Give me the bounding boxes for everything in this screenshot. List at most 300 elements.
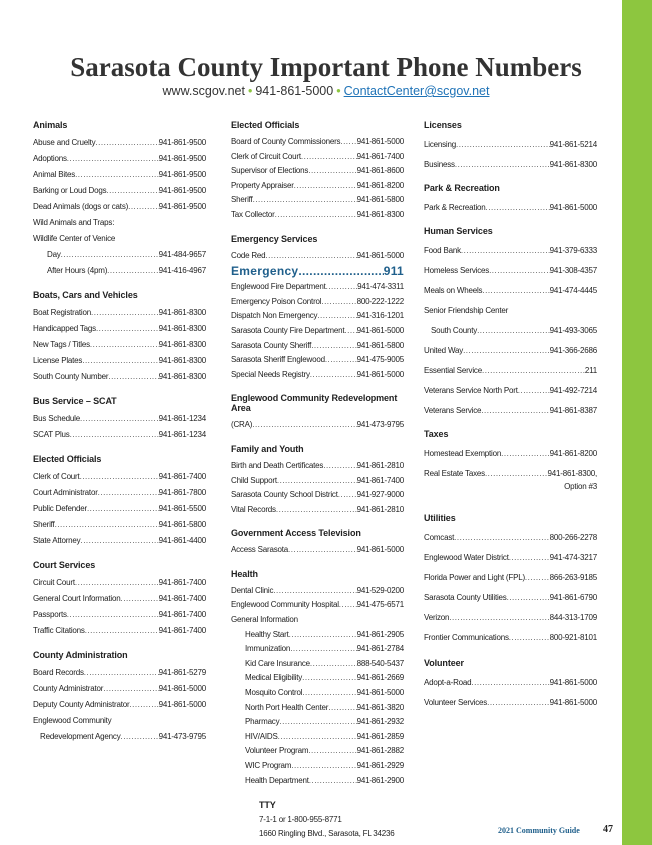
listing-row — [231, 208, 404, 223]
listing-row — [424, 381, 597, 401]
listing-row — [424, 155, 597, 175]
listing-name: Dispatch Non Emergency — [231, 311, 318, 321]
listing-phone: 941-861-5800 — [356, 195, 404, 205]
dot-leader — [325, 353, 357, 368]
listing-name: Adopt-a-Road — [424, 678, 472, 687]
listing-name: Volunteer Program — [245, 746, 309, 756]
section-heading: Englewood Community Redevelopment Area — [231, 393, 398, 414]
dot-leader — [310, 368, 357, 383]
listing-label: Wild Animals and Traps: — [33, 218, 115, 227]
dot-leader — [276, 503, 357, 518]
dot-leader — [291, 759, 356, 774]
dot-leader — [289, 628, 357, 643]
listing-row — [231, 353, 404, 368]
listing-phone: 941-474-4445 — [549, 286, 597, 295]
dot-leader — [301, 150, 357, 165]
listing-row — [33, 469, 206, 485]
listing-name: Frontier Communications — [424, 633, 509, 642]
tty-heading: TTY — [259, 800, 276, 811]
listing-label: General Information — [231, 615, 298, 625]
listing-row — [231, 179, 404, 194]
listing-row — [33, 575, 206, 591]
dot-leader — [509, 548, 550, 568]
section-heading: Utilities — [424, 513, 456, 523]
dot-leader — [95, 135, 158, 151]
listing-row — [231, 715, 404, 730]
column-middle — [231, 120, 404, 842]
dot-leader — [456, 135, 550, 155]
dot-leader — [509, 628, 550, 648]
listing-name: Comcast — [424, 533, 455, 542]
listing-name: Clerk of Court — [33, 472, 80, 481]
dot-leader — [489, 261, 550, 281]
listing-name: Park & Recreation — [424, 203, 486, 212]
dot-leader — [302, 686, 356, 701]
section-bus — [33, 396, 206, 443]
dot-leader — [454, 528, 549, 548]
section-heading: Park & Recreation — [424, 183, 500, 193]
listing-row — [231, 657, 404, 672]
dot-leader — [75, 575, 159, 591]
listing-row — [424, 281, 597, 301]
dot-leader — [323, 459, 356, 474]
listing-name: Boat Registration — [33, 308, 91, 317]
contact-line — [0, 84, 652, 98]
listing-row — [33, 681, 206, 697]
listing-phone: 941-861-7400 — [158, 626, 206, 635]
listing-row — [231, 628, 404, 643]
emergency-911: Emergency ..... 911 — [231, 263, 404, 280]
listing-phone: 941-316-1201 — [356, 311, 404, 321]
dot-leader — [328, 701, 356, 716]
listing-name: Business — [424, 160, 455, 169]
listing-name: General Court Information — [33, 594, 121, 603]
listing-name: Sarasota County Fire Department — [231, 325, 345, 335]
listing-phone: 941-861-2929 — [356, 761, 404, 770]
listing-phone: 941-861-2669 — [356, 673, 404, 683]
column-left — [33, 120, 206, 745]
listing-phone: 941-492-7214 — [549, 386, 597, 395]
dot-leader — [338, 488, 357, 503]
listing-row: After Hours (4pm) ..... 941-416-4967 — [33, 263, 206, 279]
green-side-bar — [622, 0, 652, 845]
section-heading: Emergency Services — [231, 233, 318, 244]
listing-row — [231, 295, 404, 310]
dot-leader — [308, 744, 356, 759]
listing-row — [231, 774, 404, 789]
dot-leader — [279, 715, 356, 730]
listing-name: Volunteer Services — [424, 698, 488, 707]
listing-name: Licensing — [424, 140, 457, 149]
listing-row — [231, 759, 404, 774]
dot-leader — [461, 241, 550, 261]
listing-row — [424, 198, 597, 218]
dot-leader — [288, 543, 357, 558]
listing-name: Public Defender — [33, 504, 87, 513]
listing-phone: 941-861-9500 — [158, 170, 206, 179]
listing-row — [33, 697, 206, 713]
page-title: Sarasota County Important Phone Numbers — [70, 52, 582, 82]
dot-leader — [487, 693, 549, 713]
listing-phone: 941-861-8200 — [356, 180, 404, 190]
dot-leader — [294, 179, 357, 194]
dot-leader — [311, 339, 356, 354]
listing-phone: 941-861-2784 — [356, 644, 404, 654]
listing-name: Healthy Start — [245, 629, 289, 639]
dot-leader — [486, 198, 550, 218]
listing-name: Sarasota County Utilities — [424, 593, 507, 602]
email-link[interactable]: ContactCenter@scgov.net — [343, 84, 490, 98]
listing-row — [424, 588, 597, 608]
dot-leader — [84, 665, 159, 681]
section-park — [424, 183, 597, 218]
dot-leader — [518, 381, 550, 401]
tty-address: 1660 Ringling Blvd., Sarasota, FL 34236 — [259, 829, 395, 839]
dot-leader — [106, 183, 158, 199]
listing-row: South County ..... 941-493-3065 — [424, 321, 597, 341]
listing-phone: 941-861-7800 — [158, 488, 206, 497]
listing-name: Emergency Poison Control — [231, 296, 322, 306]
dot-leader — [340, 135, 356, 150]
listing-name: Verizon — [424, 613, 450, 622]
listing-phone: 941-861-5214 — [549, 140, 597, 149]
listing-name: Pharmacy — [245, 717, 280, 727]
listing-name: Property Appraiser — [231, 180, 294, 190]
dot-leader — [67, 607, 159, 623]
dot-leader — [108, 369, 158, 385]
listing-row: Real Estate Taxes ..... 941-861-8300, — [424, 464, 597, 484]
listing-row — [33, 427, 206, 443]
listing-name: HIV/AIDS — [245, 731, 278, 741]
dot-leader — [525, 568, 550, 588]
listing-name: Tax Collector — [231, 209, 275, 219]
listing-phone: 941-861-5000 — [356, 545, 404, 555]
listing-label: Englewood Community — [33, 716, 112, 725]
listing-phone: 941-861-8300 — [549, 160, 597, 169]
listing-name: Dead Animals (dogs or cats) — [33, 202, 129, 211]
listing-name: Birth and Death Certificates — [231, 460, 324, 470]
listing-row — [33, 199, 206, 215]
section-health — [231, 569, 404, 788]
dot-leader — [310, 657, 357, 672]
dot-leader — [80, 533, 158, 549]
listing-name: Supervisor of Elections — [231, 166, 309, 176]
listing-row — [231, 730, 404, 745]
listing-row — [231, 701, 404, 716]
listing-row — [231, 584, 404, 599]
listing-name: Florida Power and Light (FPL) — [424, 573, 525, 582]
listing-row — [231, 671, 404, 686]
listing-row — [33, 135, 206, 151]
listing-phone: 941-861-6790 — [549, 593, 597, 602]
listing-row — [33, 167, 206, 183]
dot-leader — [85, 623, 159, 639]
listing-row — [424, 261, 597, 281]
listing-option: Option #3 — [564, 482, 597, 491]
listing-phone: 941-379-6333 — [549, 246, 597, 255]
listing-row — [231, 193, 404, 208]
listing-name: Health Department — [245, 775, 309, 785]
listing-phone: 941-861-5000 — [549, 678, 597, 687]
listing-name: New Tags / Titles — [33, 340, 90, 349]
listing-row: Redevelopment Agency ..... 941-473-9795 — [33, 729, 206, 745]
section-heading: County Administration — [33, 650, 128, 660]
listing-row — [231, 368, 404, 383]
website-link[interactable]: www.scgov.net — [162, 84, 245, 98]
tty-number: 7-1-1 or 1-800-955-8771 — [259, 814, 342, 824]
listing-phone: 941-475-6571 — [356, 600, 404, 610]
listing-phone: 941-861-2932 — [356, 717, 404, 727]
listing-name: Meals on Wheels — [424, 286, 483, 295]
listing-phone: 941-861-2905 — [356, 629, 404, 639]
listing-row — [33, 501, 206, 517]
listing-phone: 941-927-9000 — [356, 490, 404, 500]
listing-phone: 941-861-5000 — [356, 137, 404, 146]
dot-leader — [482, 361, 585, 381]
footer-guide-title: 2021 Community Guide — [498, 826, 580, 835]
listing-phone: 941-861-9500 — [158, 138, 206, 147]
section-heading: Licenses — [424, 120, 462, 130]
listing-row — [33, 607, 206, 623]
listing-name: Mosquito Control — [245, 688, 303, 698]
dot-leader — [344, 324, 356, 339]
listing-name: United Way — [424, 346, 464, 355]
listing-row — [424, 608, 597, 628]
section-gov-tv — [231, 528, 404, 558]
listing-phone: 941-861-8300 — [158, 372, 206, 381]
column-right — [424, 120, 597, 713]
listing-phone: 941-861-9500 — [158, 202, 206, 211]
section-heading: Health — [231, 568, 258, 579]
section-animals — [33, 120, 206, 279]
listing-name: Medical Eligibility — [245, 673, 303, 683]
listing-name: Englewood Fire Department — [231, 282, 326, 292]
listing-label: Senior Friendship Center — [424, 306, 509, 315]
listing-phone: 941-529-0200 — [356, 585, 404, 595]
listing-phone: 941-861-7400 — [158, 472, 206, 481]
dot-leader — [455, 155, 550, 175]
listing-row: Homestead Exemption ..... 941-861-8200 — [424, 444, 597, 464]
dot-leader — [75, 167, 159, 183]
section-elected-officials-2 — [231, 120, 404, 223]
dot-leader — [302, 671, 356, 686]
listing-phone: 800-921-8101 — [549, 633, 597, 642]
listing-phone: 941-366-2686 — [549, 346, 597, 355]
listing-phone: 800-266-2278 — [549, 533, 597, 542]
listing-row — [33, 517, 206, 533]
listing-name: Board Records — [33, 668, 84, 677]
listing-name: Englewood Community Hospital — [231, 600, 339, 610]
listing-row: Day ..... 941-484-9657 — [33, 247, 206, 263]
dot-leader — [277, 474, 357, 489]
listing-name: Sarasota County School District — [231, 490, 338, 500]
listing-row — [231, 744, 404, 759]
listing-row — [424, 341, 597, 361]
listing-phone: 941-861-8300 — [158, 324, 206, 333]
listing-name: Special Needs Registry — [231, 369, 310, 379]
dot-leader — [290, 642, 356, 657]
listing-phone: 941-861-7400 — [158, 610, 206, 619]
section-heading: Boats, Cars and Vehicles — [33, 290, 138, 300]
listing-row — [231, 164, 404, 179]
dot-leader — [275, 208, 357, 223]
listing-name: Handicapped Tags — [33, 324, 96, 333]
listing-phone: 941-861-5000 — [356, 325, 404, 335]
listing-name: Access Sarasota — [231, 545, 289, 555]
listing-phone: 941-861-7400 — [356, 475, 404, 485]
listing-row — [33, 353, 206, 369]
section-volunteer — [424, 658, 597, 713]
dot-leader — [463, 341, 550, 361]
listing-row — [33, 151, 206, 167]
dot-leader — [471, 673, 549, 693]
listing-row — [33, 623, 206, 639]
listing-phone: 941-861-5000 — [158, 684, 206, 693]
listing-row — [424, 401, 597, 421]
listing-name: Sarasota County Sheriff — [231, 340, 312, 350]
dot-leader — [339, 598, 357, 613]
section-heading: Government Access Television — [231, 528, 361, 539]
dot-leader — [317, 309, 356, 324]
listing-phone: 941-861-8300 — [158, 340, 206, 349]
listing-phone: 941-861-8300 — [158, 308, 206, 317]
separator-dot: • — [336, 84, 341, 98]
listing-phone: 941-861-5279 — [158, 668, 206, 677]
dot-leader — [70, 427, 159, 443]
listing-phone: 941-861-9500 — [158, 186, 206, 195]
listing-row: Code Red ..... 941-861-5000 — [231, 249, 404, 264]
listing-row — [231, 543, 404, 558]
listing-name: Kid Care Insurance — [245, 658, 310, 668]
dot-leader — [128, 199, 158, 215]
listing-name: Abuse and Cruelty — [33, 138, 96, 147]
listing-phone: 800-222-1222 — [356, 296, 404, 306]
listing-name: Bus Schedule — [33, 414, 80, 423]
section-englewood-cra — [231, 393, 404, 433]
dot-leader — [449, 608, 549, 628]
listing-phone: 941-861-8600 — [356, 166, 404, 176]
listing-phone: 941-861-8300 — [356, 209, 404, 219]
section-heading: Elected Officials — [33, 454, 102, 464]
listing-phone: 941-861-4400 — [158, 536, 206, 545]
section-human-services — [424, 226, 597, 421]
listing-row — [424, 528, 597, 548]
listing-row — [424, 135, 597, 155]
dot-leader — [321, 295, 356, 310]
listing-phone: 941-861-1234 — [158, 430, 206, 439]
listing-name: Veterans Service — [424, 406, 482, 415]
dot-leader — [309, 774, 357, 789]
listing-phone: 941-861-8300 — [158, 356, 206, 365]
listing-phone: 866-263-9185 — [549, 573, 597, 582]
listing-row — [424, 693, 597, 713]
listing-name: Essential Service — [424, 366, 482, 375]
dot-leader — [121, 591, 159, 607]
listing-row — [231, 459, 404, 474]
listing-name: Veterans Service North Port — [424, 386, 518, 395]
section-family-youth — [231, 444, 404, 517]
listing-row — [33, 337, 206, 353]
dot-leader — [253, 193, 357, 208]
dot-leader — [55, 517, 159, 533]
listing-name: Animal Bites — [33, 170, 76, 179]
listing-name: SCAT Plus — [33, 430, 70, 439]
section-heading: Volunteer — [424, 658, 464, 668]
listing-row — [231, 503, 404, 518]
listing-name: Englewood Water District — [424, 553, 509, 562]
listing-name: Board of County Commissioners — [231, 137, 341, 146]
section-utilities — [424, 513, 597, 648]
section-taxes — [424, 429, 597, 493]
dot-leader — [82, 353, 158, 369]
listing-name: Sheriff — [33, 520, 55, 529]
dot-leader — [90, 337, 159, 353]
listing-name: Sheriff — [231, 195, 253, 205]
section-court-services — [33, 560, 206, 639]
dot-leader — [482, 281, 549, 301]
listing-row — [424, 628, 597, 648]
listing-name: Clerk of Circuit Court — [231, 151, 301, 161]
dot-leader — [98, 485, 159, 501]
dot-leader — [103, 681, 158, 697]
listing-row — [231, 339, 404, 354]
tty-block — [231, 798, 404, 842]
dot-leader — [80, 411, 159, 427]
listing-name: Traffic Citations — [33, 626, 85, 635]
listing-row — [33, 321, 206, 337]
main-phone: 941-861-5000 — [255, 84, 334, 98]
listing-phone: 941-474-3217 — [549, 553, 597, 562]
listing-phone: 941-474-3311 — [357, 282, 404, 292]
listing-phone: 941-861-7400 — [158, 594, 206, 603]
listing-row — [33, 533, 206, 549]
listing-phone: 941-475-9005 — [356, 355, 404, 365]
listing-name: WIC Program — [245, 761, 292, 770]
dot-leader — [481, 401, 549, 421]
listing-name: North Port Health Center — [245, 702, 329, 712]
listing-row — [231, 474, 404, 489]
listing-name: Immunization — [245, 644, 291, 654]
dot-leader — [80, 469, 159, 485]
section-heading: Court Services — [33, 560, 96, 570]
listing-name: Barking or Loud Dogs — [33, 186, 107, 195]
listing-row — [33, 411, 206, 427]
listing-name: Adoptions — [33, 154, 67, 163]
listing-phone: 941-861-2900 — [356, 775, 404, 785]
listing-phone: 844-313-1709 — [549, 613, 597, 622]
listing-phone: 941-861-7400 — [356, 151, 404, 161]
section-heading: Elected Officials — [231, 120, 300, 130]
listing-phone: 941-861-9500 — [158, 154, 206, 163]
listing-row — [33, 591, 206, 607]
listing-row — [424, 548, 597, 568]
listing-name: Circuit Court — [33, 578, 75, 587]
dot-leader — [129, 697, 158, 713]
listing-name: Vital Records — [231, 504, 276, 514]
listing-row — [424, 568, 597, 588]
listing-row — [424, 241, 597, 261]
section-licenses — [424, 120, 597, 175]
section-heading: Taxes — [424, 429, 449, 439]
listing-phone: 941-861-7400 — [158, 578, 206, 587]
listing-name: Dental Clinic — [231, 585, 274, 595]
listing-row — [424, 361, 597, 381]
listing-phone: 941-861-2810 — [356, 504, 404, 514]
listing-phone: 941-861-5000 — [158, 700, 206, 709]
listing-name: Sarasota Sheriff Englewood — [231, 355, 325, 365]
separator-dot: • — [247, 84, 253, 98]
listing-row — [231, 324, 404, 339]
